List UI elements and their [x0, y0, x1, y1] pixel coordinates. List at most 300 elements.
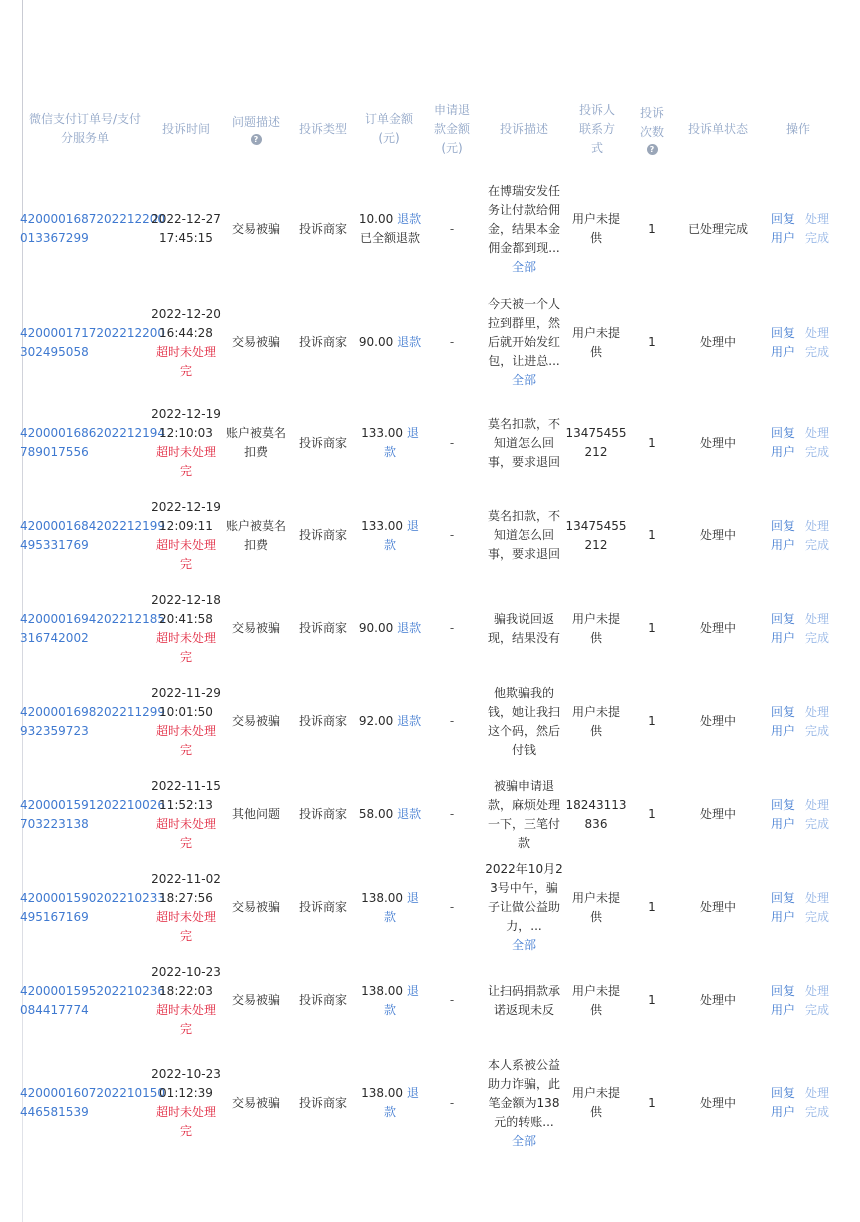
complaint-type: 投诉商家	[298, 1095, 347, 1110]
status-cell	[676, 861, 760, 954]
mark-processed-label-line1: 处理	[805, 890, 830, 905]
order-no-cell[interactable]	[20, 768, 166, 861]
overdue-warning-line1: 超时未处理	[155, 630, 216, 645]
overdue-warning-line2: 完	[179, 363, 192, 378]
issue-line1: 交易被骗	[231, 221, 280, 236]
reply-user-label-line1: 回复	[771, 426, 796, 440]
order-no-link-line1[interactable]: 4200001717202212200	[20, 325, 166, 340]
order-no-link-line2[interactable]: 446581539	[20, 1105, 89, 1119]
order-no-link-line2[interactable]: 316742002	[20, 630, 89, 645]
reply-user-label-line1: 回复	[771, 611, 796, 626]
issue-line1: 交易被骗	[231, 1095, 280, 1110]
header-type	[290, 98, 356, 160]
issue-cell	[222, 675, 290, 768]
mark-processed-label-line1: 处理	[805, 426, 830, 440]
header-issue	[222, 98, 290, 160]
complaint-date: 2022-12-19	[151, 499, 221, 514]
contact-line1: 用户未提	[571, 704, 620, 719]
contact-cell	[565, 397, 627, 489]
desc-cell	[478, 675, 570, 768]
count-cell	[630, 954, 674, 1047]
order-amount: 138.00	[361, 983, 404, 998]
header-contact-line3: 式	[590, 140, 603, 155]
order-amount: 90.00	[358, 335, 394, 349]
action-buttons	[771, 889, 829, 927]
refund-link-line2[interactable]: 款	[383, 445, 396, 459]
contact-line2: 836	[584, 816, 608, 831]
refund-link-line2[interactable]: 款	[383, 1002, 396, 1017]
order-amount: 133.00	[361, 426, 404, 440]
amount-line	[359, 805, 421, 824]
order-no-cell[interactable]	[20, 861, 166, 954]
overdue-warning-line1: 超时未处理	[155, 537, 216, 552]
desc-line3: 金，结果本金	[487, 221, 560, 236]
refund-link[interactable]: 退	[406, 890, 419, 905]
order-no-link-line1[interactable]: 4200001686202212194	[20, 426, 166, 440]
header-amount	[356, 98, 422, 160]
header-contact-line2: 联系方	[578, 121, 615, 136]
time-cell	[150, 489, 222, 582]
complaint-status: 处理中	[699, 528, 736, 542]
desc-line3: 后就开始发红	[487, 335, 560, 349]
amount-line	[361, 424, 419, 443]
refund-amount: -	[449, 1095, 455, 1110]
complaint-type: 投诉商家	[298, 221, 347, 236]
refund-link[interactable]: 退款	[397, 621, 422, 635]
time-cell	[150, 170, 222, 288]
order-no-cell[interactable]	[20, 675, 166, 768]
issue-cell	[222, 489, 290, 582]
status-cell	[676, 675, 760, 768]
complaint-date: 2022-12-20	[151, 306, 221, 321]
refund-amount: -	[449, 900, 455, 914]
reply-user-label-line2: 用户	[771, 231, 796, 245]
mark-processed-button[interactable]	[805, 210, 829, 248]
table-header	[0, 98, 860, 160]
order-no-link-line1[interactable]: 4200001590202210233	[20, 890, 166, 905]
table-row	[0, 582, 860, 675]
desc-line4: 款	[517, 835, 530, 850]
overdue-warning-line2: 完	[179, 464, 192, 478]
complaint-date: 2022-11-29	[151, 685, 221, 700]
reply-user-button[interactable]	[771, 517, 795, 555]
amount-cell	[356, 954, 424, 1047]
amount-cell	[356, 582, 424, 675]
reply-user-label-line2: 用户	[771, 1002, 796, 1017]
complaint-time: 12:10:03	[159, 426, 213, 440]
order-no-cell[interactable]	[20, 489, 166, 582]
order-no-link-line2[interactable]: 495167169	[20, 909, 89, 924]
complaint-date: 2022-10-23	[151, 1067, 221, 1081]
reply-user-button[interactable]	[771, 424, 795, 462]
desc-line2: 务让付款给佣	[487, 202, 560, 217]
mark-processed-button[interactable]	[805, 703, 829, 741]
header-refund-line3: (元)	[441, 140, 463, 155]
refund-amount: -	[449, 528, 455, 542]
contact-line1: 用户未提	[571, 890, 620, 905]
reply-user-label-line1: 回复	[771, 704, 796, 719]
complaint-type: 投诉商家	[298, 900, 347, 914]
order-no-cell[interactable]	[20, 397, 166, 489]
reply-user-button[interactable]	[771, 210, 795, 248]
header-amount-line1: 订单金额	[364, 112, 413, 126]
overdue-warning-line1: 超时未处理	[155, 723, 216, 738]
desc-cell	[478, 861, 570, 954]
order-no-link-line2[interactable]: 495331769	[20, 537, 89, 552]
mark-processed-button[interactable]	[805, 1084, 829, 1122]
mark-processed-label-line1: 处理	[805, 611, 830, 626]
refund-link[interactable]: 退	[406, 518, 419, 533]
amount-line	[359, 712, 421, 731]
issue-cell	[222, 288, 290, 397]
order-amount: 138.00	[361, 890, 404, 905]
order-no-link-line1[interactable]: 4200001694202212185	[20, 611, 166, 626]
desc-cell	[478, 954, 570, 1047]
header-type-label: 投诉类型	[298, 121, 347, 136]
contact-line2: 供	[589, 1002, 602, 1017]
mark-processed-button[interactable]	[805, 982, 829, 1020]
desc-cell	[478, 582, 570, 675]
refund-cell	[428, 1047, 476, 1159]
type-cell	[290, 768, 356, 861]
amount-line	[359, 619, 421, 638]
refund-link[interactable]: 退	[406, 1086, 419, 1100]
header-desc	[478, 98, 570, 160]
order-no-link-line2[interactable]: 013367299	[20, 231, 89, 245]
reply-user-label-line2: 用户	[771, 344, 796, 359]
complaint-date: 2022-12-18	[151, 592, 221, 607]
header-order-no-line1: 微信支付订单号/支付	[28, 112, 142, 126]
complaint-time: 10:01:50	[159, 704, 213, 719]
issue-cell	[222, 954, 290, 1047]
mark-processed-button[interactable]	[805, 424, 829, 462]
refund-link[interactable]: 退款	[397, 807, 422, 821]
refund-cell	[428, 954, 476, 1047]
refund-link[interactable]: 退款	[397, 714, 422, 728]
order-no-link-line1[interactable]: 4200001591202210026	[20, 797, 166, 812]
order-amount: 133.00	[361, 518, 404, 533]
action-cell	[762, 489, 838, 582]
contact-line1: 用户未提	[571, 1086, 620, 1100]
order-no-link-line1[interactable]: 4200001684202212199	[20, 518, 166, 533]
header-amount-line2: (元)	[378, 131, 400, 145]
contact-line2: 212	[584, 445, 608, 459]
contact-line2: 供	[589, 909, 602, 924]
desc-line2: 诺返现未反	[493, 1002, 554, 1017]
amount-cell	[356, 675, 424, 768]
order-no-cell[interactable]	[20, 954, 166, 1047]
order-no-link-line1[interactable]: 4200001687202212200	[20, 212, 166, 226]
desc-line3: 这个码，然后	[487, 723, 560, 738]
complaint-type: 投诉商家	[298, 807, 347, 821]
count-cell	[630, 288, 674, 397]
desc-line2: 拉到群里，然	[487, 316, 560, 330]
desc-cell	[478, 1047, 570, 1159]
action-buttons	[771, 517, 829, 555]
order-no-link-line2[interactable]: 084417774	[20, 1002, 89, 1017]
order-amount: 90.00	[358, 621, 394, 635]
complaint-date: 2022-10-23	[151, 964, 221, 979]
desc-line2: 知道怎么回	[493, 528, 554, 542]
amount-cell	[356, 489, 424, 582]
contact-cell	[565, 768, 627, 861]
reply-user-label-line2: 用户	[771, 445, 796, 459]
type-cell	[290, 397, 356, 489]
amount-cell	[356, 768, 424, 861]
desc-line1: 本人系被公益	[487, 1057, 560, 1072]
contact-cell	[568, 675, 624, 768]
mark-processed-button[interactable]	[805, 610, 829, 648]
desc-expand-link[interactable]: 全部	[511, 938, 536, 952]
refund-link-line2[interactable]: 款	[383, 909, 396, 924]
desc-cell	[478, 288, 570, 397]
reply-user-button[interactable]	[771, 796, 795, 834]
issue-cell	[222, 861, 290, 954]
refund-link[interactable]: 退	[406, 983, 419, 998]
desc-expand-link[interactable]: 全部	[511, 373, 536, 387]
complaint-time: 12:09:11	[159, 518, 213, 533]
desc-line3: 一下，三笔付	[487, 816, 560, 831]
action-buttons	[771, 324, 829, 362]
refund-link[interactable]: 退款	[397, 335, 422, 349]
reply-user-label-line1: 回复	[771, 1086, 796, 1100]
complaint-time: 11:52:13	[159, 797, 213, 812]
header-status-label: 投诉单状态	[687, 121, 748, 136]
desc-line1: 骗我说回返	[493, 611, 554, 626]
contact-line1: 用户未提	[571, 983, 620, 998]
contact-line2: 供	[589, 344, 602, 359]
issue-line1: 交易被骗	[231, 900, 280, 914]
order-no-cell[interactable]	[20, 288, 166, 397]
issue-cell	[222, 170, 290, 288]
complaint-time: 17:45:15	[159, 231, 213, 245]
amount-line	[361, 889, 419, 908]
mark-processed-button[interactable]	[805, 324, 829, 362]
desc-line4: 力，...	[506, 919, 542, 933]
mark-processed-label-line1: 处理	[805, 325, 830, 340]
mark-processed-label-line1: 处理	[805, 704, 830, 719]
count-cell	[630, 489, 674, 582]
count-cell	[630, 768, 674, 861]
action-buttons	[771, 424, 829, 462]
complaint-count: 1	[648, 335, 656, 349]
desc-line4: 包，让进总...	[488, 354, 560, 368]
reply-user-label-line2: 用户	[771, 537, 796, 552]
issue-line1: 交易被骗	[231, 335, 280, 349]
desc-line1: 在博瑞安发任	[487, 183, 560, 198]
contact-line2: 供	[589, 630, 602, 645]
count-cell	[630, 861, 674, 954]
header-order-no-line2: 分服务单	[60, 131, 109, 145]
complaint-count: 1	[648, 621, 656, 635]
header-action	[760, 98, 836, 160]
reply-user-label-line2: 用户	[771, 723, 796, 738]
desc-line2: 助力诈骗，此	[487, 1076, 560, 1091]
complaint-status: 处理中	[699, 335, 736, 349]
order-no-cell[interactable]	[20, 170, 166, 288]
complaint-time: 20:41:58	[159, 611, 213, 626]
refund-cell	[428, 170, 476, 288]
order-amount: 138.00	[361, 1086, 404, 1100]
action-buttons	[771, 796, 829, 834]
mark-processed-label-line1: 处理	[805, 797, 830, 812]
issue-line2: 扣费	[243, 445, 268, 459]
question-icon[interactable]: ?	[647, 144, 658, 155]
mark-processed-button[interactable]	[805, 796, 829, 834]
complaint-status: 处理中	[699, 621, 736, 635]
count-cell	[630, 170, 674, 288]
complaint-count: 1	[648, 221, 656, 236]
issue-cell	[222, 397, 290, 489]
complaint-status: 已处理完成	[687, 221, 748, 236]
order-no-link-line1[interactable]: 4200001607202210150	[20, 1086, 166, 1100]
type-cell	[290, 170, 356, 288]
order-no-link-line1[interactable]: 4200001698202211299	[20, 704, 166, 719]
mark-processed-button[interactable]	[805, 889, 829, 927]
reply-user-button[interactable]	[771, 1084, 795, 1122]
refund-amount: -	[449, 335, 455, 349]
refund-amount: -	[449, 621, 455, 635]
time-cell	[150, 954, 222, 1047]
complaint-count: 1	[648, 807, 656, 821]
status-cell	[676, 582, 760, 675]
refund-link-line2[interactable]: 款	[383, 1105, 396, 1119]
complaint-count: 1	[648, 1095, 656, 1110]
contact-cell	[565, 489, 627, 582]
overdue-warning-line1: 超时未处理	[155, 445, 216, 459]
table-row	[0, 954, 860, 1047]
reply-user-label-line2: 用户	[771, 816, 796, 831]
issue-cell	[222, 768, 290, 861]
desc-line1: 莫名扣款，不	[487, 416, 560, 431]
complaint-type: 投诉商家	[298, 335, 347, 349]
desc-line2: 知道怎么回	[493, 435, 554, 450]
reply-user-button[interactable]	[771, 982, 795, 1020]
table-row	[0, 768, 860, 861]
desc-cell	[478, 170, 570, 288]
time-cell	[150, 582, 222, 675]
table-row	[0, 397, 860, 489]
overdue-warning-line1: 超时未处理	[155, 816, 216, 831]
time-cell	[150, 675, 222, 768]
header-count-line1: 投诉	[639, 105, 664, 120]
refund-amount: -	[449, 714, 455, 728]
refund-cell	[428, 768, 476, 861]
overdue-warning-line2: 完	[179, 649, 192, 664]
refund-link[interactable]: 退	[406, 426, 419, 440]
refund-cell	[428, 675, 476, 768]
contact-cell	[568, 954, 624, 1047]
amount-line	[361, 517, 419, 536]
reply-user-label-line1: 回复	[771, 890, 796, 905]
reply-user-button[interactable]	[771, 889, 795, 927]
action-cell	[762, 170, 838, 288]
overdue-warning-line2: 完	[179, 928, 192, 943]
mark-processed-label-line2: 完成	[805, 1002, 830, 1017]
count-cell	[630, 675, 674, 768]
order-no-link-line2[interactable]: 789017556	[20, 445, 89, 459]
desc-expand-link[interactable]: 全部	[511, 1133, 536, 1148]
header-contact	[570, 98, 624, 160]
order-no-cell[interactable]	[20, 1047, 166, 1159]
action-cell	[762, 675, 838, 768]
desc-line4: 付钱	[511, 742, 536, 757]
mark-processed-label-line1: 处理	[805, 212, 830, 226]
order-amount: 10.00	[358, 212, 394, 226]
refund-amount: -	[449, 807, 455, 821]
header-desc-label: 投诉描述	[499, 121, 548, 136]
type-cell	[290, 489, 356, 582]
contact-cell	[568, 1047, 624, 1159]
status-cell	[676, 954, 760, 1047]
complaint-status: 处理中	[699, 1095, 736, 1110]
order-no-link-line2[interactable]: 932359723	[20, 723, 89, 738]
desc-expand-link[interactable]: 全部	[511, 259, 536, 274]
desc-line3: 子让做公益助	[487, 900, 560, 914]
action-buttons	[771, 982, 829, 1020]
overdue-warning-line2: 完	[179, 556, 192, 571]
action-cell	[762, 288, 838, 397]
action-cell	[762, 768, 838, 861]
complaint-count: 1	[648, 993, 656, 1007]
reply-user-button[interactable]	[771, 703, 795, 741]
mark-processed-label-line2: 完成	[805, 909, 830, 924]
status-cell	[676, 1047, 760, 1159]
refund-amount: -	[449, 435, 455, 450]
desc-line1: 让扫码捐款承	[487, 983, 560, 998]
overdue-warning-line2: 完	[179, 1021, 192, 1036]
refund-link-line2[interactable]: 款	[383, 537, 396, 552]
status-cell	[676, 288, 760, 397]
type-cell	[290, 675, 356, 768]
contact-line1: 用户未提	[571, 325, 620, 340]
mark-processed-button[interactable]	[805, 517, 829, 555]
order-no-link-line2[interactable]: 703223138	[20, 816, 89, 831]
complaint-time: 18:27:56	[159, 890, 213, 905]
time-cell	[150, 1047, 222, 1159]
header-time	[150, 98, 222, 160]
complaint-count: 1	[648, 528, 656, 542]
reply-user-button[interactable]	[771, 610, 795, 648]
reply-user-button[interactable]	[771, 324, 795, 362]
question-icon[interactable]: ?	[251, 134, 262, 145]
contact-line1: 13475455	[565, 518, 627, 533]
order-no-cell[interactable]	[20, 582, 166, 675]
complaint-type: 投诉商家	[298, 993, 347, 1007]
desc-line3: 事，要求退回	[487, 547, 560, 561]
desc-line4: 元的转账...	[494, 1114, 554, 1129]
count-cell	[630, 397, 674, 489]
header-count	[630, 98, 674, 160]
type-cell	[290, 1047, 356, 1159]
contact-line2: 供	[589, 1105, 602, 1119]
refund-link[interactable]: 退款	[397, 212, 422, 226]
order-no-link-line2[interactable]: 302495058	[20, 344, 89, 359]
table-row	[0, 489, 860, 582]
order-no-link-line1[interactable]: 4200001595202210236	[20, 983, 166, 998]
status-cell	[676, 170, 760, 288]
mark-processed-label-line2: 完成	[805, 816, 830, 831]
mark-processed-label-line1: 处理	[805, 518, 830, 533]
action-buttons	[771, 1084, 829, 1122]
complaint-type: 投诉商家	[298, 528, 347, 542]
desc-line1: 2022年10月2	[485, 862, 563, 876]
header-refund-line2: 款金额	[433, 121, 470, 136]
refund-cell	[428, 582, 476, 675]
action-cell	[762, 582, 838, 675]
action-cell	[762, 1047, 838, 1159]
mark-processed-label-line2: 完成	[805, 231, 830, 245]
